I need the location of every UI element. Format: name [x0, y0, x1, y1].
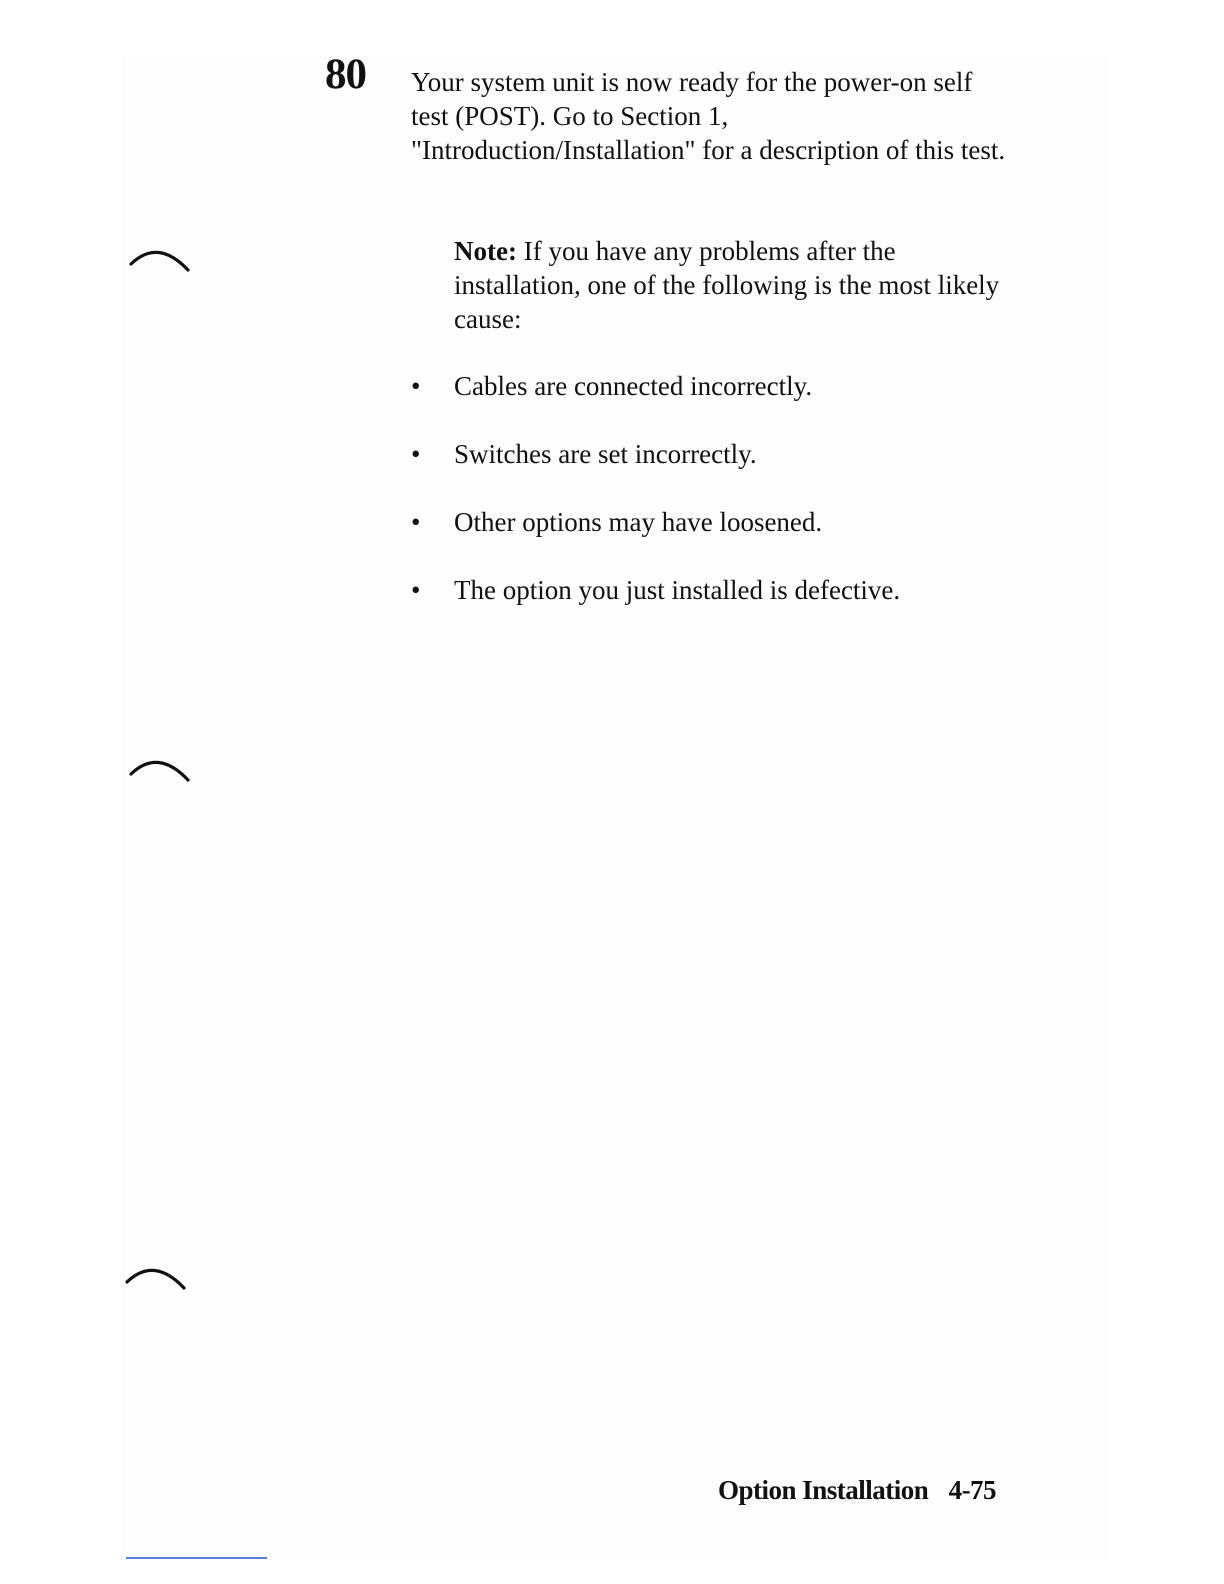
footer-section-title: Option Installation: [718, 1475, 929, 1505]
cause-text: Switches are set incorrectly.: [454, 439, 757, 469]
bottom-rule: [126, 1557, 267, 1559]
bullet-icon: •: [411, 575, 421, 605]
binder-hole-mark-top: [128, 244, 192, 276]
cause-text: Other options may have loosened.: [454, 507, 823, 537]
cause-list: [411, 369, 1011, 641]
list-item: [411, 573, 1011, 641]
bullet-icon: •: [411, 371, 421, 401]
note-label: Note:: [454, 236, 517, 266]
note-block: [454, 234, 1014, 336]
bullet-icon: •: [411, 439, 421, 469]
step-instruction: Your system unit is now ready for the power-on self test (POST). Go to Section 1, "Introduction/Installation" for a description of this test.: [411, 67, 1006, 165]
bullet-icon: •: [411, 507, 421, 537]
binder-hole-mark-middle: [128, 754, 192, 786]
step-number: 80: [325, 51, 366, 98]
list-item: [411, 437, 1011, 505]
list-item: [411, 505, 1011, 573]
page-footer: [718, 1473, 996, 1507]
page-number: 4-75: [948, 1475, 997, 1505]
list-item: [411, 369, 1011, 437]
note-text: If you have any problems after the installation, one of the following is the most likely cause:: [454, 236, 1000, 334]
cause-text: The option you just installed is defective.: [454, 575, 901, 605]
cause-text: Cables are connected incorrectly.: [454, 371, 813, 401]
binder-hole-mark-bottom: [124, 1262, 188, 1294]
